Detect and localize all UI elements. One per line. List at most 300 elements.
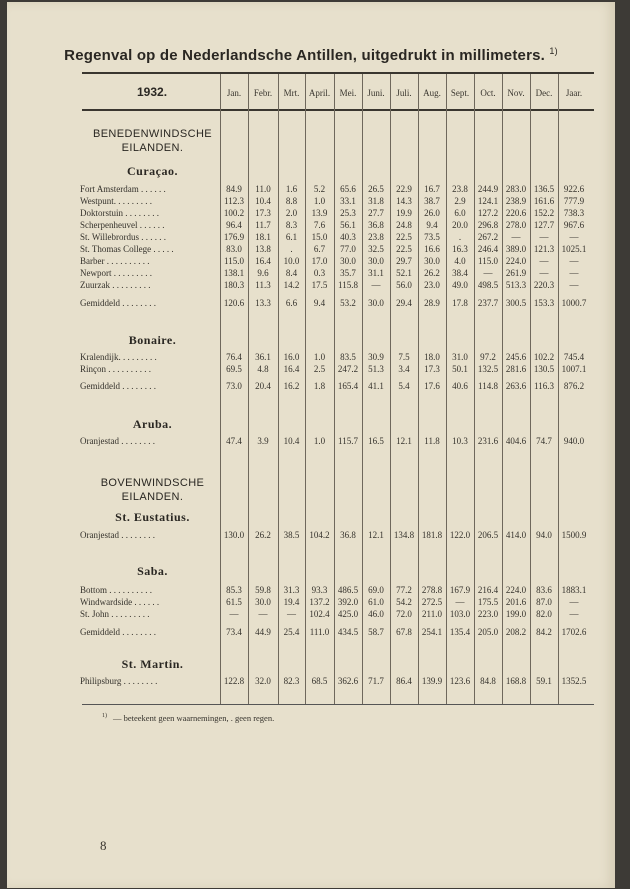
table-cell: 73.5 [424, 232, 440, 242]
table-cell: 153.3 [533, 298, 555, 308]
table-cell: 6.0 [454, 208, 466, 218]
table-cell: 36.8 [340, 530, 356, 540]
footnote-mark: 1) [102, 713, 107, 720]
table-cell: 181.8 [421, 530, 443, 540]
table-cell: . [290, 244, 293, 254]
table-cell: 392.0 [337, 597, 359, 607]
table-cell: 0.3 [313, 268, 326, 278]
station-name: Oranjestad . . . . . . . . [80, 436, 155, 446]
table-cell: 115.0 [224, 256, 244, 266]
table-row [7, 627, 615, 639]
table-cell: 5.2 [313, 184, 326, 194]
table-cell: 434.5 [337, 627, 359, 637]
table-cell: 46.0 [368, 609, 384, 619]
table-cell: 100.2 [223, 208, 245, 218]
table-cell: 245.6 [505, 352, 527, 362]
table-cell: 201.6 [505, 597, 527, 607]
table-cell: 77.0 [340, 244, 356, 254]
table-cell: 2.0 [285, 208, 298, 218]
table-cell: 14.3 [396, 196, 412, 206]
table-cell: 26.2 [255, 530, 271, 540]
table-cell: 175.5 [477, 597, 499, 607]
table-row [7, 436, 615, 448]
month-header: Aug. [423, 88, 441, 98]
table-cell: 11.3 [255, 280, 271, 290]
table-cell: 30.0 [424, 256, 440, 266]
table-row [7, 208, 615, 220]
table-row [7, 609, 615, 621]
month-header: Jan. [226, 88, 242, 98]
table-cell: 127.7 [533, 220, 555, 230]
table-cell: — [569, 597, 579, 607]
table-cell: 124.1 [477, 196, 499, 206]
table-cell: 10.3 [452, 436, 468, 446]
table-cell: 59.1 [536, 676, 552, 686]
table-row [7, 530, 615, 542]
table-cell: 23.8 [368, 232, 384, 242]
table-cell: 11.8 [424, 436, 440, 446]
station-name: Bottom . . . . . . . . . . [80, 585, 153, 595]
table-cell: 7.5 [398, 352, 410, 362]
table-cell: 152.2 [533, 208, 555, 218]
table-cell: 27.7 [368, 208, 384, 218]
table-cell: 165.4 [337, 381, 359, 391]
table-row [7, 280, 615, 292]
table-cell: 876.2 [563, 381, 585, 391]
table-cell: 498.5 [477, 280, 499, 290]
station-name: Kralendijk. . . . . . . . . [80, 352, 157, 362]
table-cell: 272.5 [421, 597, 443, 607]
table-cell: 73.4 [226, 627, 242, 637]
station-name: Newport . . . . . . . . . [80, 268, 152, 278]
table-cell: 36.8 [368, 220, 384, 230]
month-header: Mrt. [283, 88, 300, 98]
table-cell: 1.6 [285, 184, 298, 194]
table-cell: 16.5 [368, 436, 384, 446]
table-cell: 44.9 [255, 627, 271, 637]
group-heading-line: EILANDEN. [121, 491, 184, 503]
table-cell: 122.0 [449, 530, 471, 540]
table-cell: 4.0 [454, 256, 466, 266]
table-cell: 31.8 [368, 196, 384, 206]
station-name: Fort Amsterdam . . . . . . [80, 184, 166, 194]
month-header: Febr. [253, 88, 273, 98]
table-cell: 231.6 [477, 436, 499, 446]
table-cell: 11.7 [255, 220, 271, 230]
table-cell: 26.5 [368, 184, 384, 194]
table-cell: 1.0 [313, 352, 326, 362]
table-cell: — [569, 609, 579, 619]
table-cell: 389.0 [505, 244, 527, 254]
table-cell: 59.8 [255, 585, 271, 595]
table-cell: 6.6 [285, 298, 298, 308]
table-cell: 111.0 [309, 627, 330, 637]
table-cell: 254.1 [421, 627, 443, 637]
table-cell: 74.7 [536, 436, 552, 446]
table-cell: 40.3 [340, 232, 356, 242]
table-cell: 1.8 [313, 381, 326, 391]
table-cell: 5.4 [398, 381, 410, 391]
month-header: Mei. [339, 88, 357, 98]
table-cell: 220.6 [505, 208, 527, 218]
table-cell: 300.5 [505, 298, 527, 308]
table-cell: 68.5 [311, 676, 328, 686]
table-cell: 94.0 [536, 530, 552, 540]
table-cell: 278.8 [421, 585, 443, 595]
table-row [7, 381, 615, 393]
table-cell: 967.6 [563, 220, 585, 230]
table-cell: 28.9 [424, 298, 440, 308]
table-cell: 22.9 [396, 184, 412, 194]
table-row [7, 184, 615, 196]
table-cell: 167.9 [449, 585, 471, 595]
station-name: St. John . . . . . . . . . [80, 609, 150, 619]
footnote [102, 713, 274, 723]
group-heading-line: BENEDENWINDSCHE [92, 128, 213, 140]
table-cell: 414.0 [505, 530, 527, 540]
page-number: 8 [100, 838, 107, 853]
table-cell: 16.7 [424, 184, 440, 194]
table-cell: 9.4 [313, 298, 326, 308]
table-cell: 93.3 [311, 585, 328, 595]
table-cell: 69.0 [368, 585, 384, 595]
table-cell: 738.3 [563, 208, 585, 218]
table-cell: 8.8 [285, 196, 298, 206]
table-cell: 16.6 [424, 244, 440, 254]
table-cell: 16.4 [255, 256, 271, 266]
table-cell: 3.9 [257, 436, 269, 446]
table-cell: 53.2 [340, 298, 356, 308]
table-cell: 41.1 [368, 381, 384, 391]
table-cell: 61.5 [226, 597, 242, 607]
table-cell: 19.4 [283, 597, 300, 607]
table-row [7, 585, 615, 597]
table-row [7, 597, 615, 609]
table-cell: 22.5 [396, 244, 412, 254]
table-cell: 36.1 [255, 352, 271, 362]
table-cell: 246.4 [477, 244, 499, 254]
table-cell: 123.6 [449, 676, 471, 686]
table-cell: 65.6 [340, 184, 356, 194]
table-cell: 211.0 [422, 609, 442, 619]
table-cell: 61.0 [368, 597, 384, 607]
table-cell: 168.8 [505, 676, 527, 686]
table-cell: 50.1 [452, 364, 468, 374]
table-cell: 940.0 [563, 436, 585, 446]
table-cell: 85.3 [226, 585, 242, 595]
island-heading-st-eustatius: St. Eustatius. [115, 510, 190, 524]
station-name: Zuurzak . . . . . . . . . [80, 280, 151, 290]
table-cell: 38.7 [424, 196, 440, 206]
table-cell: — [483, 268, 493, 278]
table-cell: 83.0 [226, 244, 242, 254]
table-cell: 1500.9 [561, 530, 587, 540]
station-name: Windwardside . . . . . . [80, 597, 160, 607]
table-cell: 139.9 [421, 676, 443, 686]
station-name: Barber . . . . . . . . . . [80, 256, 150, 266]
table-row [7, 676, 615, 688]
station-name: Rinçon . . . . . . . . . . [80, 364, 151, 374]
table-cell: 35.7 [340, 268, 356, 278]
table-cell: 82.0 [536, 609, 552, 619]
table-cell: 23.0 [424, 280, 440, 290]
month-header: Nov. [507, 88, 525, 98]
table-cell: 278.0 [505, 220, 527, 230]
table-cell: — [511, 232, 521, 242]
table-cell: 51.3 [368, 364, 384, 374]
table-cell: 115.8 [338, 280, 358, 290]
table-cell: 220.3 [533, 280, 555, 290]
table-cell: 115.7 [338, 436, 358, 446]
table-row [7, 268, 615, 280]
table-cell: 12.1 [396, 436, 412, 446]
table-cell: 71.7 [368, 676, 384, 686]
table-cell: 17.3 [424, 364, 440, 374]
table-cell: 84.8 [480, 676, 496, 686]
table-cell: 244.9 [477, 184, 499, 194]
table-cell: 137.2 [309, 597, 330, 607]
table-cell: 114.8 [478, 381, 498, 391]
table-cell: 1007.1 [561, 364, 587, 374]
table-cell: — [539, 232, 549, 242]
table-cell: 54.2 [396, 597, 412, 607]
table-cell: 29.4 [396, 298, 412, 308]
table-cell: 69.5 [226, 364, 242, 374]
table-cell: 161.6 [533, 196, 555, 206]
table-cell: 1352.5 [561, 676, 587, 686]
table-cell: 83.5 [340, 352, 356, 362]
table-cell: 31.0 [452, 352, 468, 362]
table-cell: 84.9 [226, 184, 242, 194]
table-cell: 283.0 [505, 184, 527, 194]
table-cell: 16.0 [283, 352, 300, 362]
table-cell: 745.4 [563, 352, 585, 362]
table-cell: 8.3 [285, 220, 298, 230]
table-cell: — [455, 597, 465, 607]
table-cell: 8.4 [285, 268, 298, 278]
month-header: Juli. [396, 88, 412, 98]
table-cell: 76.4 [226, 352, 242, 362]
table-cell: 263.6 [505, 381, 527, 391]
table-cell: 1000.7 [561, 298, 587, 308]
table-cell: 17.5 [311, 280, 328, 290]
table-cell: 72.0 [396, 609, 412, 619]
table-cell: 77.2 [396, 585, 412, 595]
table-cell: 67.8 [396, 627, 412, 637]
table-cell: — [569, 256, 579, 266]
table-cell: 224.0 [505, 585, 527, 595]
table-cell: 261.9 [505, 268, 527, 278]
table-cell: 362.6 [337, 676, 359, 686]
table-cell: 2.9 [454, 196, 466, 206]
table-cell: 9.4 [426, 220, 438, 230]
station-name: Gemiddeld . . . . . . . . [80, 381, 156, 391]
table-cell: 6.7 [313, 244, 326, 254]
table-cell: 30.0 [255, 597, 271, 607]
table-cell: 216.4 [477, 585, 499, 595]
table-cell: 3.4 [398, 364, 410, 374]
table-cell: 176.9 [223, 232, 245, 242]
table-cell: — [229, 609, 239, 619]
table-cell: 130.5 [533, 364, 555, 374]
table-cell: 120.6 [223, 298, 245, 308]
table-row [7, 196, 615, 208]
table-cell: 122.8 [223, 676, 245, 686]
table-cell: 56.0 [396, 280, 412, 290]
table-cell: 102.4 [309, 609, 330, 619]
table-cell: 922.6 [563, 184, 585, 194]
table-cell: 20.4 [255, 381, 271, 391]
table-cell: 103.0 [449, 609, 471, 619]
table-row [7, 244, 615, 256]
island-heading-bonaire: Bonaire. [128, 333, 177, 347]
table-cell: 18.1 [255, 232, 271, 242]
table-cell: 425.0 [337, 609, 359, 619]
table-cell: 29.7 [396, 256, 412, 266]
station-name: Westpunt. . . . . . . . . [80, 196, 153, 206]
table-cell: 84.2 [536, 627, 552, 637]
table-cell: 7.6 [313, 220, 326, 230]
table-bottom-rule [82, 704, 594, 705]
month-header: April. [308, 88, 331, 98]
table-cell: 136.5 [533, 184, 555, 194]
table-row [7, 220, 615, 232]
table-cell: 10.4 [255, 196, 271, 206]
island-heading-saba: Saba. [137, 564, 168, 578]
table-cell: 38.4 [452, 268, 468, 278]
table-cell: 30.9 [368, 352, 384, 362]
month-header: Dec. [535, 88, 553, 98]
table-cell: 18.0 [424, 352, 440, 362]
table-cell: 10.4 [283, 436, 300, 446]
table-cell: 17.6 [424, 381, 440, 391]
table-cell: 96.4 [226, 220, 242, 230]
table-top-rule [82, 72, 594, 74]
table-cell: 1702.6 [561, 627, 587, 637]
table-cell: 24.8 [396, 220, 412, 230]
table-cell: — [371, 280, 381, 290]
island-heading-aruba: Aruba. [132, 417, 173, 431]
table-cell: 6.1 [285, 232, 298, 242]
table-cell: 49.0 [452, 280, 468, 290]
table-cell: 404.6 [505, 436, 527, 446]
group-heading-line: EILANDEN. [121, 142, 184, 154]
table-row [7, 364, 615, 376]
table-cell: 237.7 [477, 298, 499, 308]
station-name: Oranjestad . . . . . . . . [80, 530, 155, 540]
table-cell: 208.2 [505, 627, 527, 637]
table-cell: 26.2 [424, 268, 440, 278]
table-cell: 14.2 [283, 280, 300, 290]
table-cell: 33.1 [340, 196, 356, 206]
title-text: Regenval op de Nederlandsche Antillen, uitgedrukt in millimeters. [64, 47, 546, 64]
table-cell: 247.2 [337, 364, 359, 374]
footnote-text: — beteekent geen waarnemingen, . geen regen. [113, 713, 275, 723]
table-cell: 1883.1 [561, 585, 587, 595]
table-cell: 205.0 [477, 627, 499, 637]
table-cell: 1.0 [313, 196, 326, 206]
station-name: St. Willebrordus . . . . . . [80, 232, 166, 242]
table-cell: 30.0 [368, 256, 384, 266]
table-cell: 20.0 [452, 220, 468, 230]
table-cell: 52.1 [396, 268, 412, 278]
group-heading-bovenwindsche [80, 476, 225, 504]
station-name: St. Thomas College . . . . . [80, 244, 174, 254]
table-cell: 13.8 [255, 244, 271, 254]
table-cell: 32.5 [368, 244, 384, 254]
table-cell: — [539, 268, 549, 278]
station-name: Scherpenheuvel . . . . . . [80, 220, 165, 230]
table-cell: 25.3 [340, 208, 356, 218]
table-cell: 16.4 [283, 364, 300, 374]
table-cell: 15.0 [311, 232, 328, 242]
table-cell: 4.8 [257, 364, 269, 374]
table-cell: 1025.1 [561, 244, 587, 254]
table-cell: 13.3 [255, 298, 271, 308]
table-cell: 130.0 [223, 530, 245, 540]
table-row [7, 352, 615, 364]
table-cell: 38.5 [283, 530, 300, 540]
page-title [7, 46, 615, 64]
table-cell: — [569, 280, 579, 290]
table-cell: 16.2 [283, 381, 300, 391]
table-cell: 23.8 [452, 184, 468, 194]
table-cell: 19.9 [396, 208, 412, 218]
table-cell: 267.2 [477, 232, 499, 242]
table-cell: 11.0 [255, 184, 271, 194]
group-heading-benedenwindsche [80, 127, 225, 155]
table-cell: 31.1 [368, 268, 384, 278]
station-name: Philipsburg . . . . . . . . [80, 676, 158, 686]
table-cell: 25.4 [283, 627, 300, 637]
table-cell: 13.9 [311, 208, 328, 218]
table-cell: 238.9 [505, 196, 527, 206]
table-cell: 115.0 [478, 256, 498, 266]
table-cell: 132.5 [477, 364, 499, 374]
table-cell: 73.0 [226, 381, 242, 391]
table-cell: 32.0 [255, 676, 271, 686]
table-cell: 26.0 [424, 208, 440, 218]
table-cell: — [569, 268, 579, 278]
table-cell: 87.0 [536, 597, 552, 607]
table-cell: — [258, 609, 268, 619]
table-cell: — [287, 609, 296, 619]
month-header: Sept. [450, 88, 470, 98]
table-cell: 9.6 [257, 268, 269, 278]
table-cell: 56.1 [340, 220, 356, 230]
table-cell: 22.5 [396, 232, 412, 242]
table-cell: 17.3 [255, 208, 271, 218]
title-footnote-mark: 1) [549, 46, 558, 56]
table-cell: 1.0 [313, 436, 326, 446]
table-cell: 134.8 [393, 530, 415, 540]
island-heading-st-martin: St. Martin. [121, 657, 184, 671]
table-cell: 223.0 [477, 609, 499, 619]
table-cell: 12.1 [368, 530, 384, 540]
table-cell: 82.3 [283, 676, 300, 686]
month-header: Juni. [367, 88, 385, 98]
table-cell: 224.0 [505, 256, 527, 266]
year-label: 1932. [137, 85, 168, 99]
table-cell: 180.3 [223, 280, 245, 290]
table-cell: 127.2 [477, 208, 499, 218]
table-cell: — [539, 256, 549, 266]
island-heading-curacao: Curaçao. [127, 164, 178, 178]
table-cell: 486.5 [337, 585, 359, 595]
table-cell: 31.3 [283, 585, 300, 595]
table-header-rule [82, 109, 594, 111]
table-cell: 121.3 [533, 244, 555, 254]
